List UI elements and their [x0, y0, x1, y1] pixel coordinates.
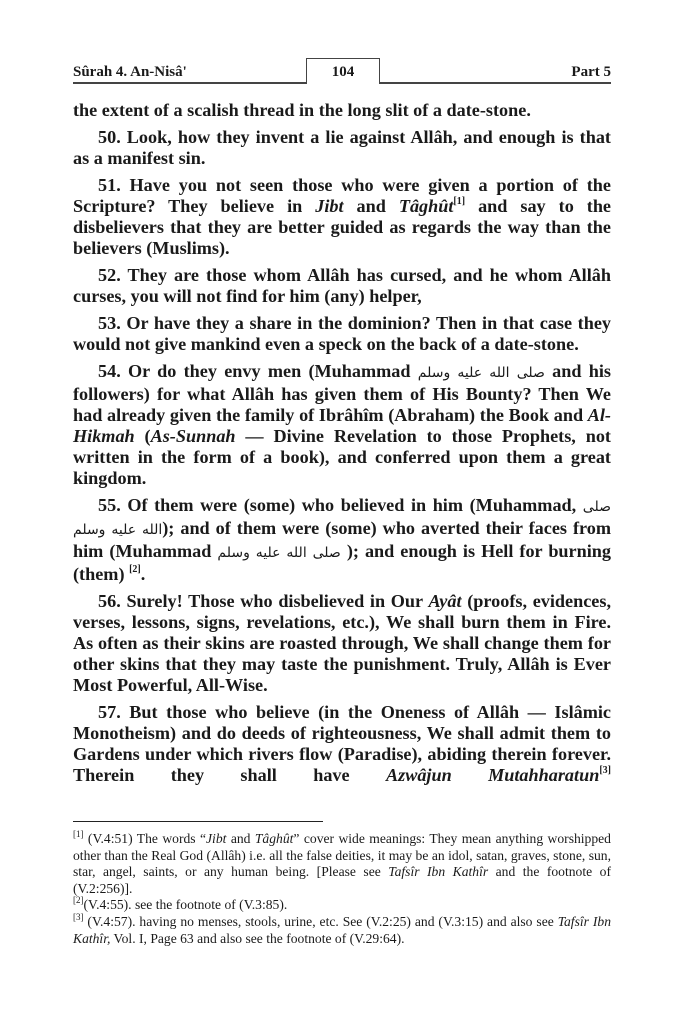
- verse-text: 57. But those who believe (in the Oneness of Allâh — Islâmic Monotheism) and do deeds of righteousness, We shall admit them to Gardens under which rivers flow (Paradise), abiding therein forever. Therein they shall have: [73, 702, 611, 785]
- verse-text: 56. Surely! Those who disbelieved in Our: [98, 591, 429, 611]
- footnote-text: (V.4:57). having no menses, stools, urine, etc. See (V.2:25) and (V.3:15) and also see: [83, 913, 558, 929]
- term-jibt: Jibt: [315, 196, 344, 216]
- footnote-ref-2[interactable]: [2]: [129, 564, 141, 575]
- arabic-salutation: صلى الله عليه وسلم: [217, 545, 341, 561]
- verse-text: 55. Of them were (some) who believed in him (Muhammad,: [98, 495, 583, 515]
- term-jibt: Jibt: [206, 831, 227, 846]
- term-taghut: Tâghût: [254, 831, 294, 846]
- footnotes: [73, 831, 611, 947]
- verse-55: [73, 495, 611, 585]
- verse-text: 54. Or do they envy men (Muhammad: [98, 361, 418, 381]
- main-text: [73, 100, 611, 792]
- book-title: Tafsîr Ibn Kathîr,: [73, 913, 611, 946]
- term-sunnah: As-Sunnah: [150, 426, 236, 446]
- footnote-mark: [1]: [73, 829, 84, 839]
- verse-text: 51. Have you not seen those who were given a portion of the Scripture? They believe in: [73, 175, 611, 216]
- verse-text: and his followers) for what Allâh has given them of His Bounty? Then We had already given the family of Ibrâhîm (Abraham) the Book and: [73, 361, 611, 425]
- page-header: [73, 58, 611, 84]
- verse-53: 53. Or have they a share in the dominion? Then in that case they would not give mankind even a speck on the back of a date-stone.: [73, 313, 611, 354]
- verse-50: 50. Look, how they invent a lie against Allâh, and enough is that as a manifest sin.: [73, 127, 611, 168]
- footnote-separator: [73, 821, 323, 822]
- verse-52: 52. They are those whom Allâh has cursed, and he whom Allâh curses, you will not find for him (any) helper,: [73, 265, 611, 306]
- verse-text: .: [140, 564, 146, 584]
- footnote-mark: [2]: [73, 895, 84, 906]
- verse-text: (proofs, evidences, verses, lessons, signs, revelations, etc.), We shall burn them in Fire. As often as their skins are roasted through, We shall change them for other skins that they may taste the punishment. Truly, Allâh is Ever Most Powerful, All-Wise.: [73, 591, 612, 695]
- arabic-salutation: صلى الله عليه وسلم: [73, 499, 611, 538]
- verse-text: — Divine Revelation to those Prophets, not written in the form of a book), and conferred upon them a great kingdom.: [73, 426, 611, 488]
- footnote-text: and the footnote of (V.2:256)].: [73, 864, 611, 896]
- footnote-text: ” cover wide meanings: They mean anything worshipped other than the Real God (Allâh) i.e. all the false deities, it may be an idol, satan, graves, stone, sun, star, angel, saints, or any human being. [Please see: [73, 831, 611, 880]
- footnote-ref-1[interactable]: [1]: [453, 196, 466, 207]
- footnote-1: [73, 831, 611, 897]
- verse-49-continuation: the extent of a scalish thread in the long slit of a date-stone.: [73, 100, 531, 120]
- footnote-text: (V.4:55). see the footnote of (V.3:85).: [83, 897, 288, 913]
- verse-text: and: [343, 196, 399, 216]
- verse-text: (: [134, 426, 151, 446]
- footnote-text: Vol. I, Page 63 and also see the footnote of (V.29:64).: [110, 930, 405, 946]
- footnote-2: [73, 897, 611, 914]
- arabic-salutation: صلى الله عليه وسلم: [417, 365, 545, 381]
- surah-title: Sûrah 4. An-Nisâ': [73, 64, 187, 80]
- book-title: Tafsîr Ibn Kathîr: [388, 864, 489, 880]
- footnote-text: and: [226, 831, 255, 846]
- footnote-3: [73, 911, 611, 947]
- term-taghut: Tâghût: [398, 196, 454, 216]
- verse-text: and say to the disbelievers that they are better guided as regards the way than the believers (Muslims).: [73, 196, 612, 258]
- footnote-mark: [3]: [73, 911, 84, 922]
- footnote-text: (V.4:51) The words “: [83, 831, 207, 846]
- term-ayat: Ayât: [428, 591, 462, 611]
- term-azwajun-mutahharatun: Azwâjun Mutahharatun: [385, 765, 600, 785]
- verse-57: [73, 702, 611, 786]
- page-number: 104: [306, 58, 380, 84]
- term-hikmah: Al-Hikmah: [73, 405, 611, 446]
- verse-56: [73, 591, 611, 696]
- part-label: Part 5: [571, 64, 611, 80]
- verse-51: [73, 175, 611, 259]
- footnote-ref-3[interactable]: [3]: [599, 765, 611, 776]
- verse-text: ); and enough is Hell for burning (them): [73, 541, 611, 584]
- verse-text: ); and of them were (some) who averted their faces from him (Muhammad: [73, 518, 612, 561]
- verse-54: [73, 361, 611, 489]
